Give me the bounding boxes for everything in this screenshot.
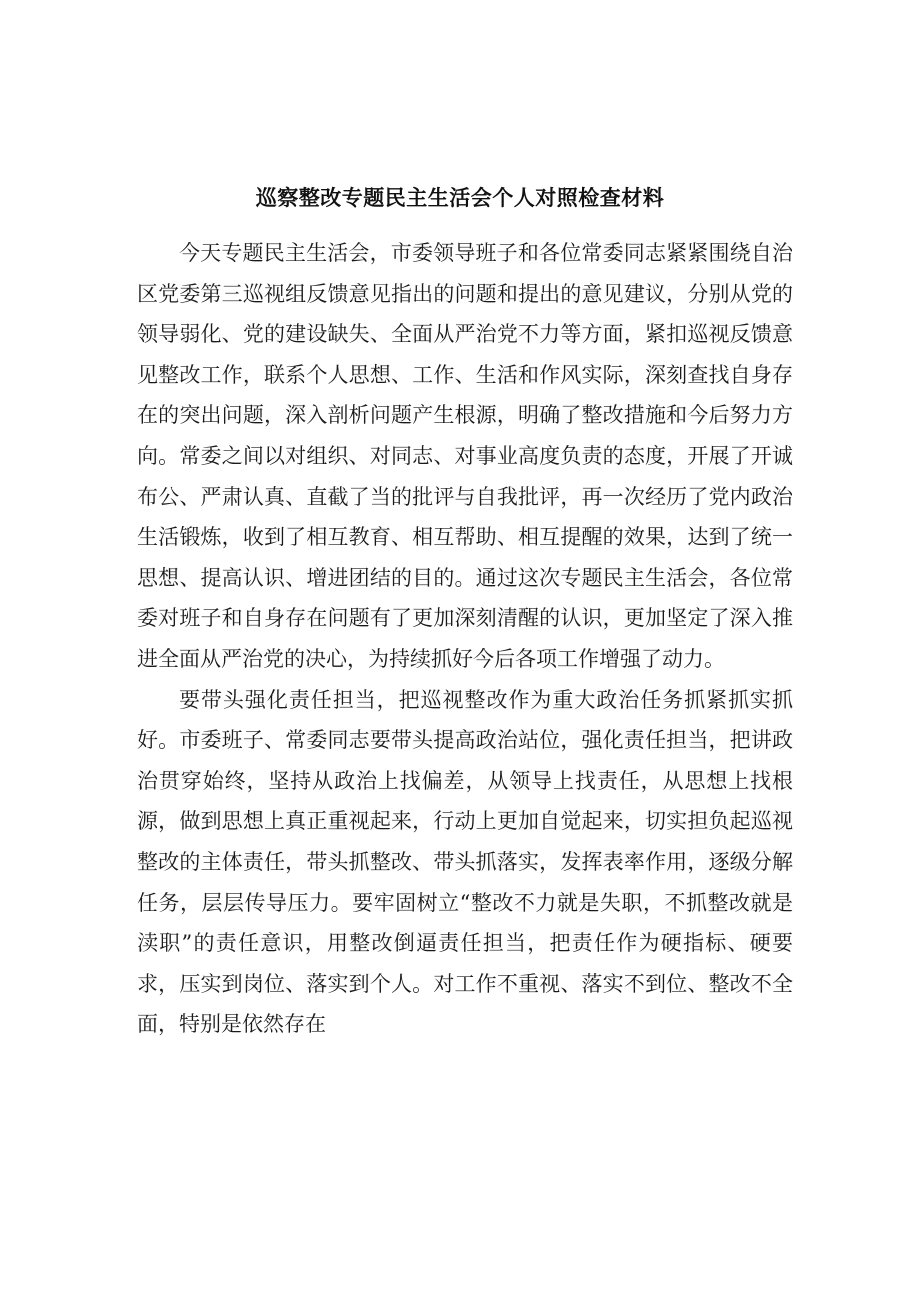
document-body <box>137 233 793 1045</box>
document-title: 巡察整改专题民主生活会个人对照检查材料 <box>255 186 665 210</box>
paragraph-2: 要带头强化责任担当，把巡视整改作为重大政治任务抓紧抓实抓好。市委班子、常委同志要带头提高政治站位，强化责任担当，把讲政治贯穿始终，坚持从政治上找偏差，从领导上找责任，从思想上找根源，做到思想上真正重视起来，行动上更加自觉起来，切实担负起巡视整改的主体责任，带头抓整改、带头抓落实，发挥表率作用，逐级分解任务，层层传导压力。要牢固树立“整改不力就是失职，不抓整改就是渎职”的责任意识，用整改倒逼责任担当，把责任作为硬指标、硬要求，压实到岗位、落实到个人。对工作不重视、落实不到位、整改不全面，特别是依然存在 <box>137 687 793 1037</box>
paragraph-1: 今天专题民主生活会，市委领导班子和各位常委同志紧紧围绕自治区党委第三巡视组反馈意见指出的问题和提出的意见建议，分别从党的领导弱化、党的建设缺失、全面从严治党不力等方面，紧扣巡视反馈意见整改工作，联系个人思想、工作、生活和作风实际，深刻查找自身存在的突出问题，深入剖析问题产生根源，明确了整改措施和今后努力方向。常委之间以对组织、对同志、对事业高度负责的态度，开展了开诚布公、严肃认真、直截了当的批评与自我批评，再一次经历了党内政治生活锻炼，收到了相互教育、相互帮助、相互提醒的效果，达到了统一思想、提高认识、增进团结的目的。通过这次专题民主生活会，各位常委对班子和自身存在问题有了更加深刻清醒的认识，更加坚定了深入推进全面从严治党的决心，为持续抓好今后各项工作增强了动力。 <box>137 241 793 671</box>
